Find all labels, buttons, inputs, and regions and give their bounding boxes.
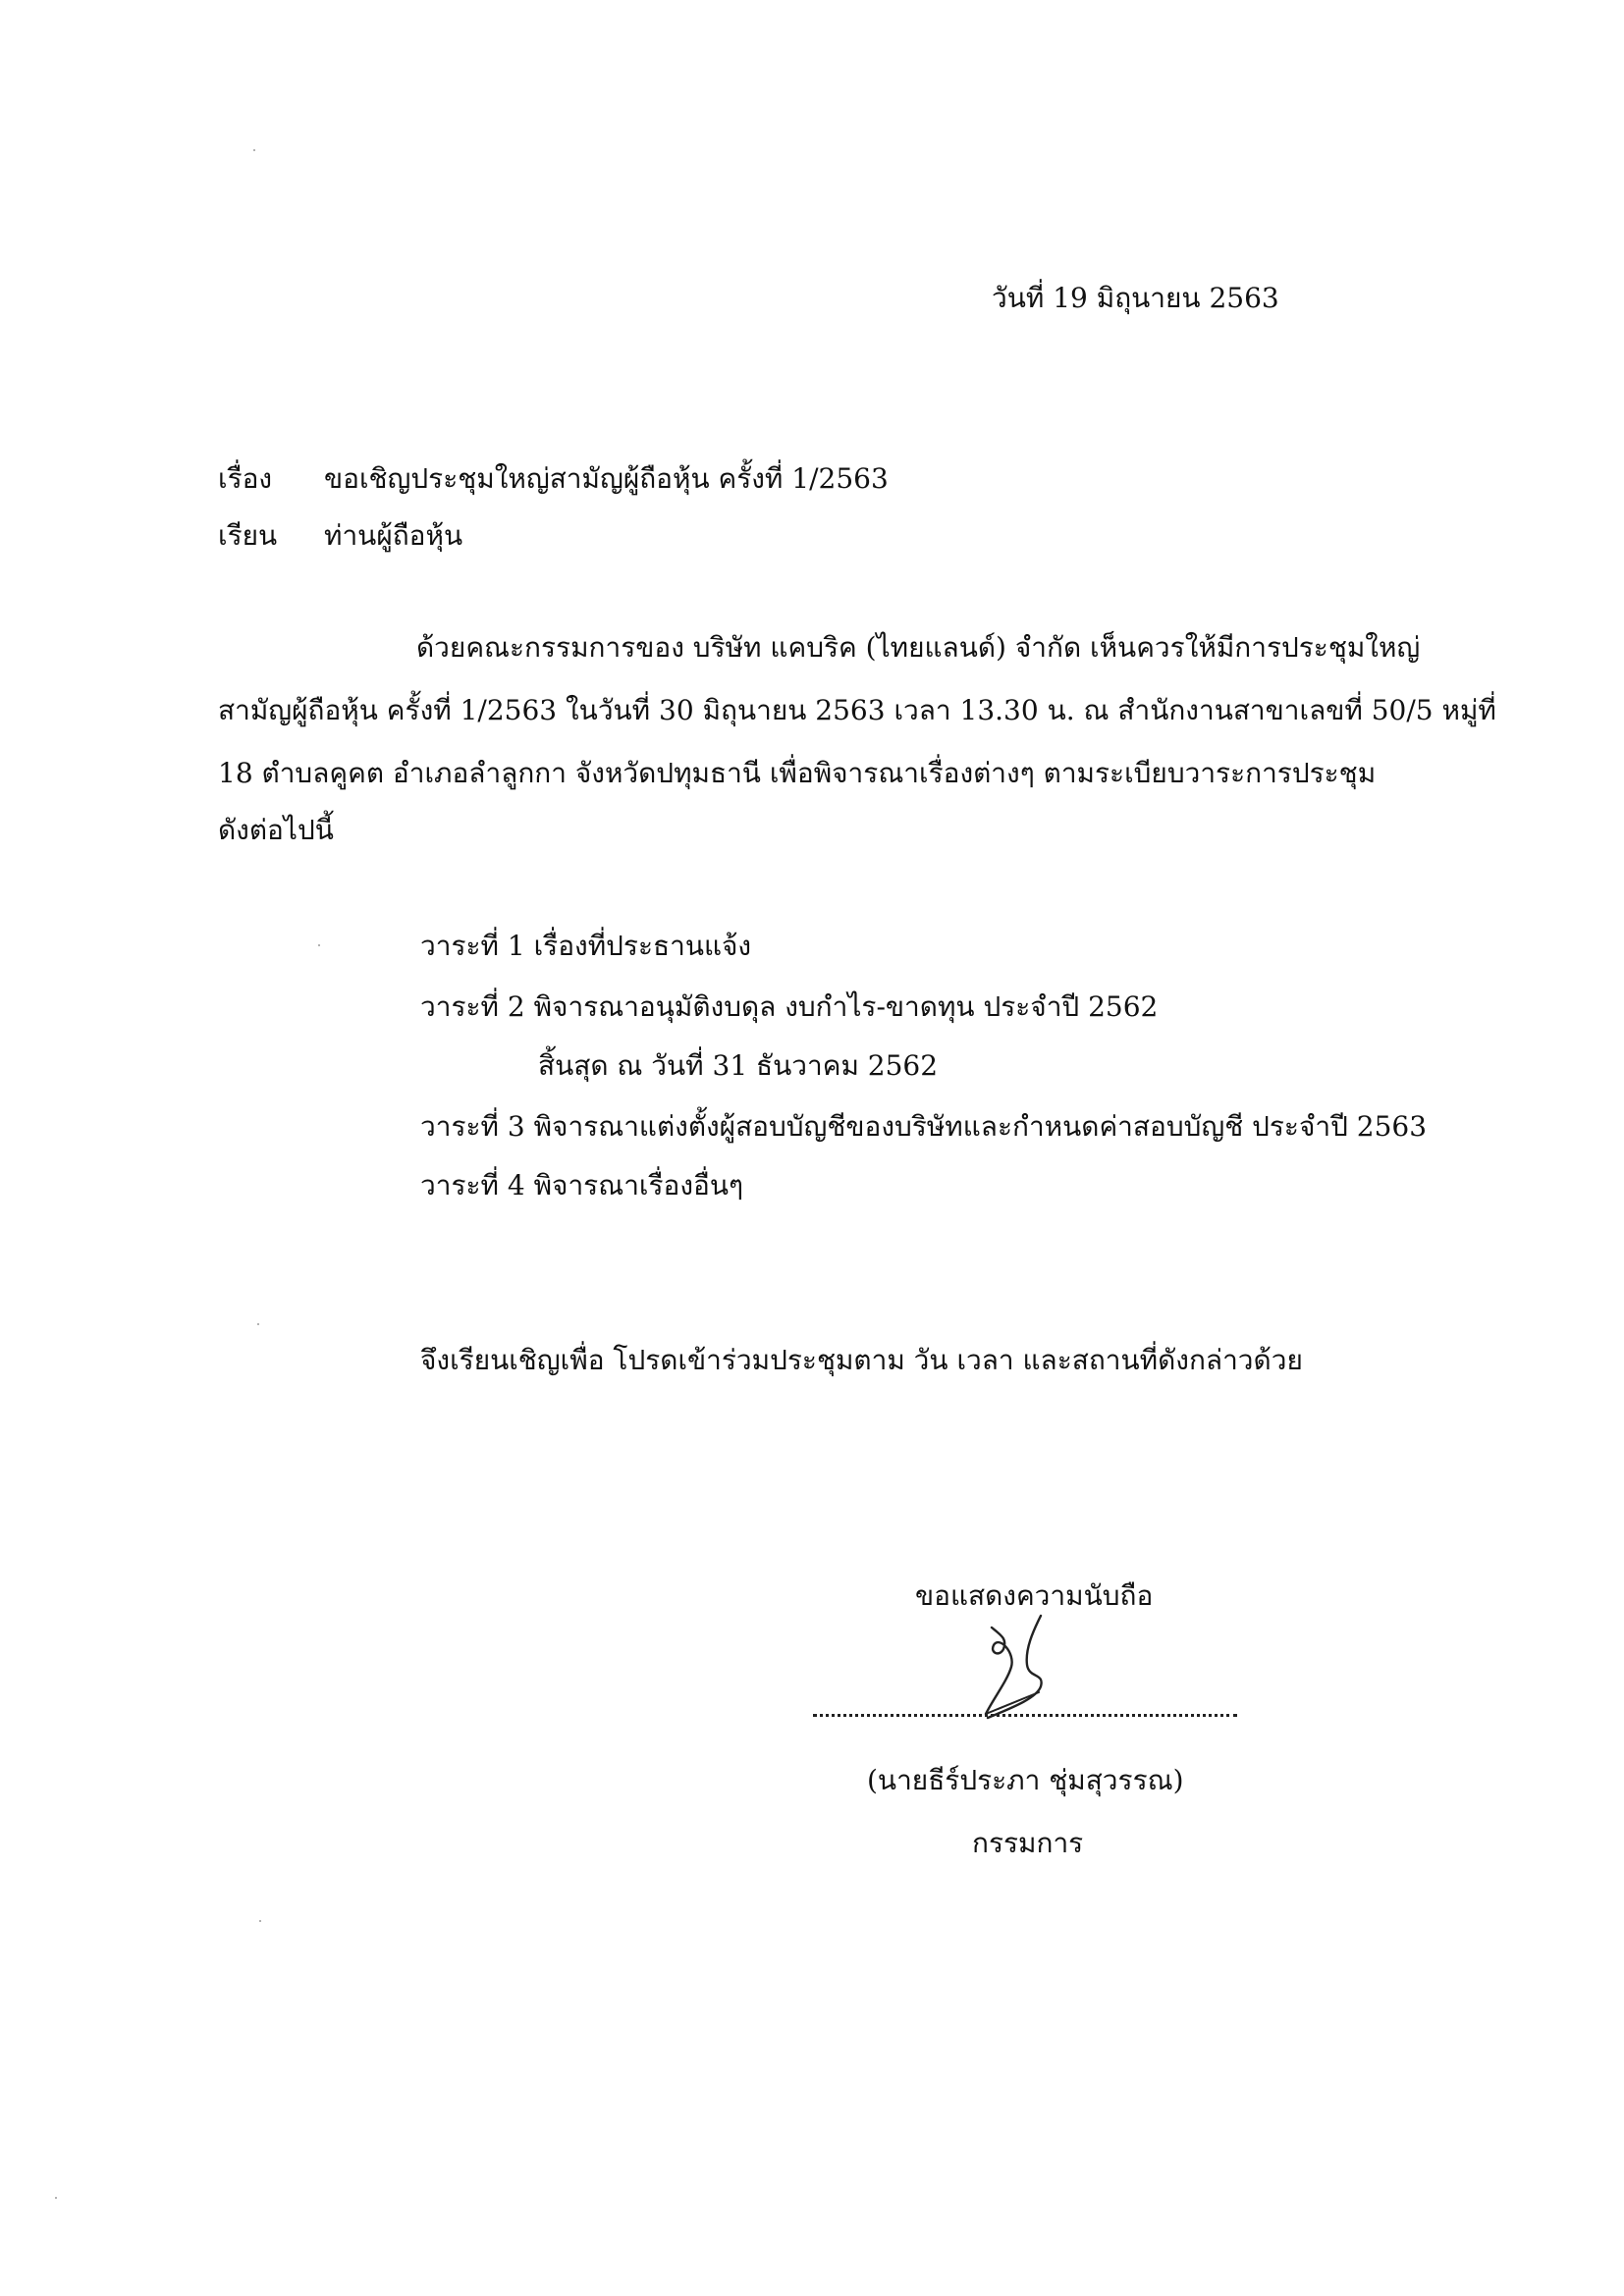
body-line: สามัญผู้ถือหุ้น ครั้งที่ 1/2563 ในวันที่ 30 มิถุนายน 2563 เวลา 13.30 น. ณ สำนักงานสาขาเลขที่ 50/5 หมู่ที่ [218,694,1496,726]
closing-line: จึงเรียนเชิญเพื่อ โปรดเข้าร่วมประชุมตาม วัน เวลา และสถานที่ดังกล่าวด้วย [420,1344,1303,1376]
subject-label: เรื่อง [218,462,273,495]
body-line: 18 ตำบลคูคต อำเภอลำลูกกา จังหวัดปทุมธานี เพื่อพิจารณาเรื่องต่างๆ ตามระเบียบวาระการประชุม [218,757,1377,789]
regards: ขอแสดงความนับถือ [915,1579,1154,1612]
body-line: ดังต่อไปนี้ [218,814,334,846]
salutation-text: ท่านผู้ถือหุ้น [324,519,463,552]
agenda-item-2: วาระที่ 2 พิจารณาอนุมัติงบดุล งบกำไร-ขาดทุน ประจำปี 2562 [420,990,1159,1023]
scan-speck [253,149,255,151]
signatory-position: กรรมการ [972,1827,1084,1859]
body-line: ด้วยคณะกรรมการของ บริษัท แคบริค (ไทยแลนด์) จำกัด เห็นควรให้มีการประชุมใหญ่ [416,631,1421,664]
scan-speck [55,2197,57,2199]
salutation-label: เรียน [218,519,278,552]
signature-line [813,1714,1237,1717]
agenda-item-4: วาระที่ 4 พิจารณาเรื่องอื่นๆ [420,1169,744,1201]
scan-speck [257,1323,259,1325]
signature-icon [972,1610,1080,1728]
subject-text: ขอเชิญประชุมใหญ่สามัญผู้ถือหุ้น ครั้งที่ 1/2563 [324,462,889,495]
signatory-name: (นายธีร์ประภา ชุ่มสุวรรณ) [867,1764,1184,1796]
agenda-item-2-continued: สิ้นสุด ณ วันที่ 31 ธันวาคม 2562 [538,1049,939,1082]
agenda-item-3: วาระที่ 3 พิจารณาแต่งตั้งผู้สอบบัญชีของบริษัทและกำหนดค่าสอบบัญชี ประจำปี 2563 [420,1110,1428,1143]
date-line: วันที่ 19 มิถุนายน 2563 [992,282,1279,314]
scan-speck [259,1920,261,1922]
agenda-item-1: วาระที่ 1 เรื่องที่ประธานแจ้ง [420,930,752,962]
scan-speck [318,944,320,946]
